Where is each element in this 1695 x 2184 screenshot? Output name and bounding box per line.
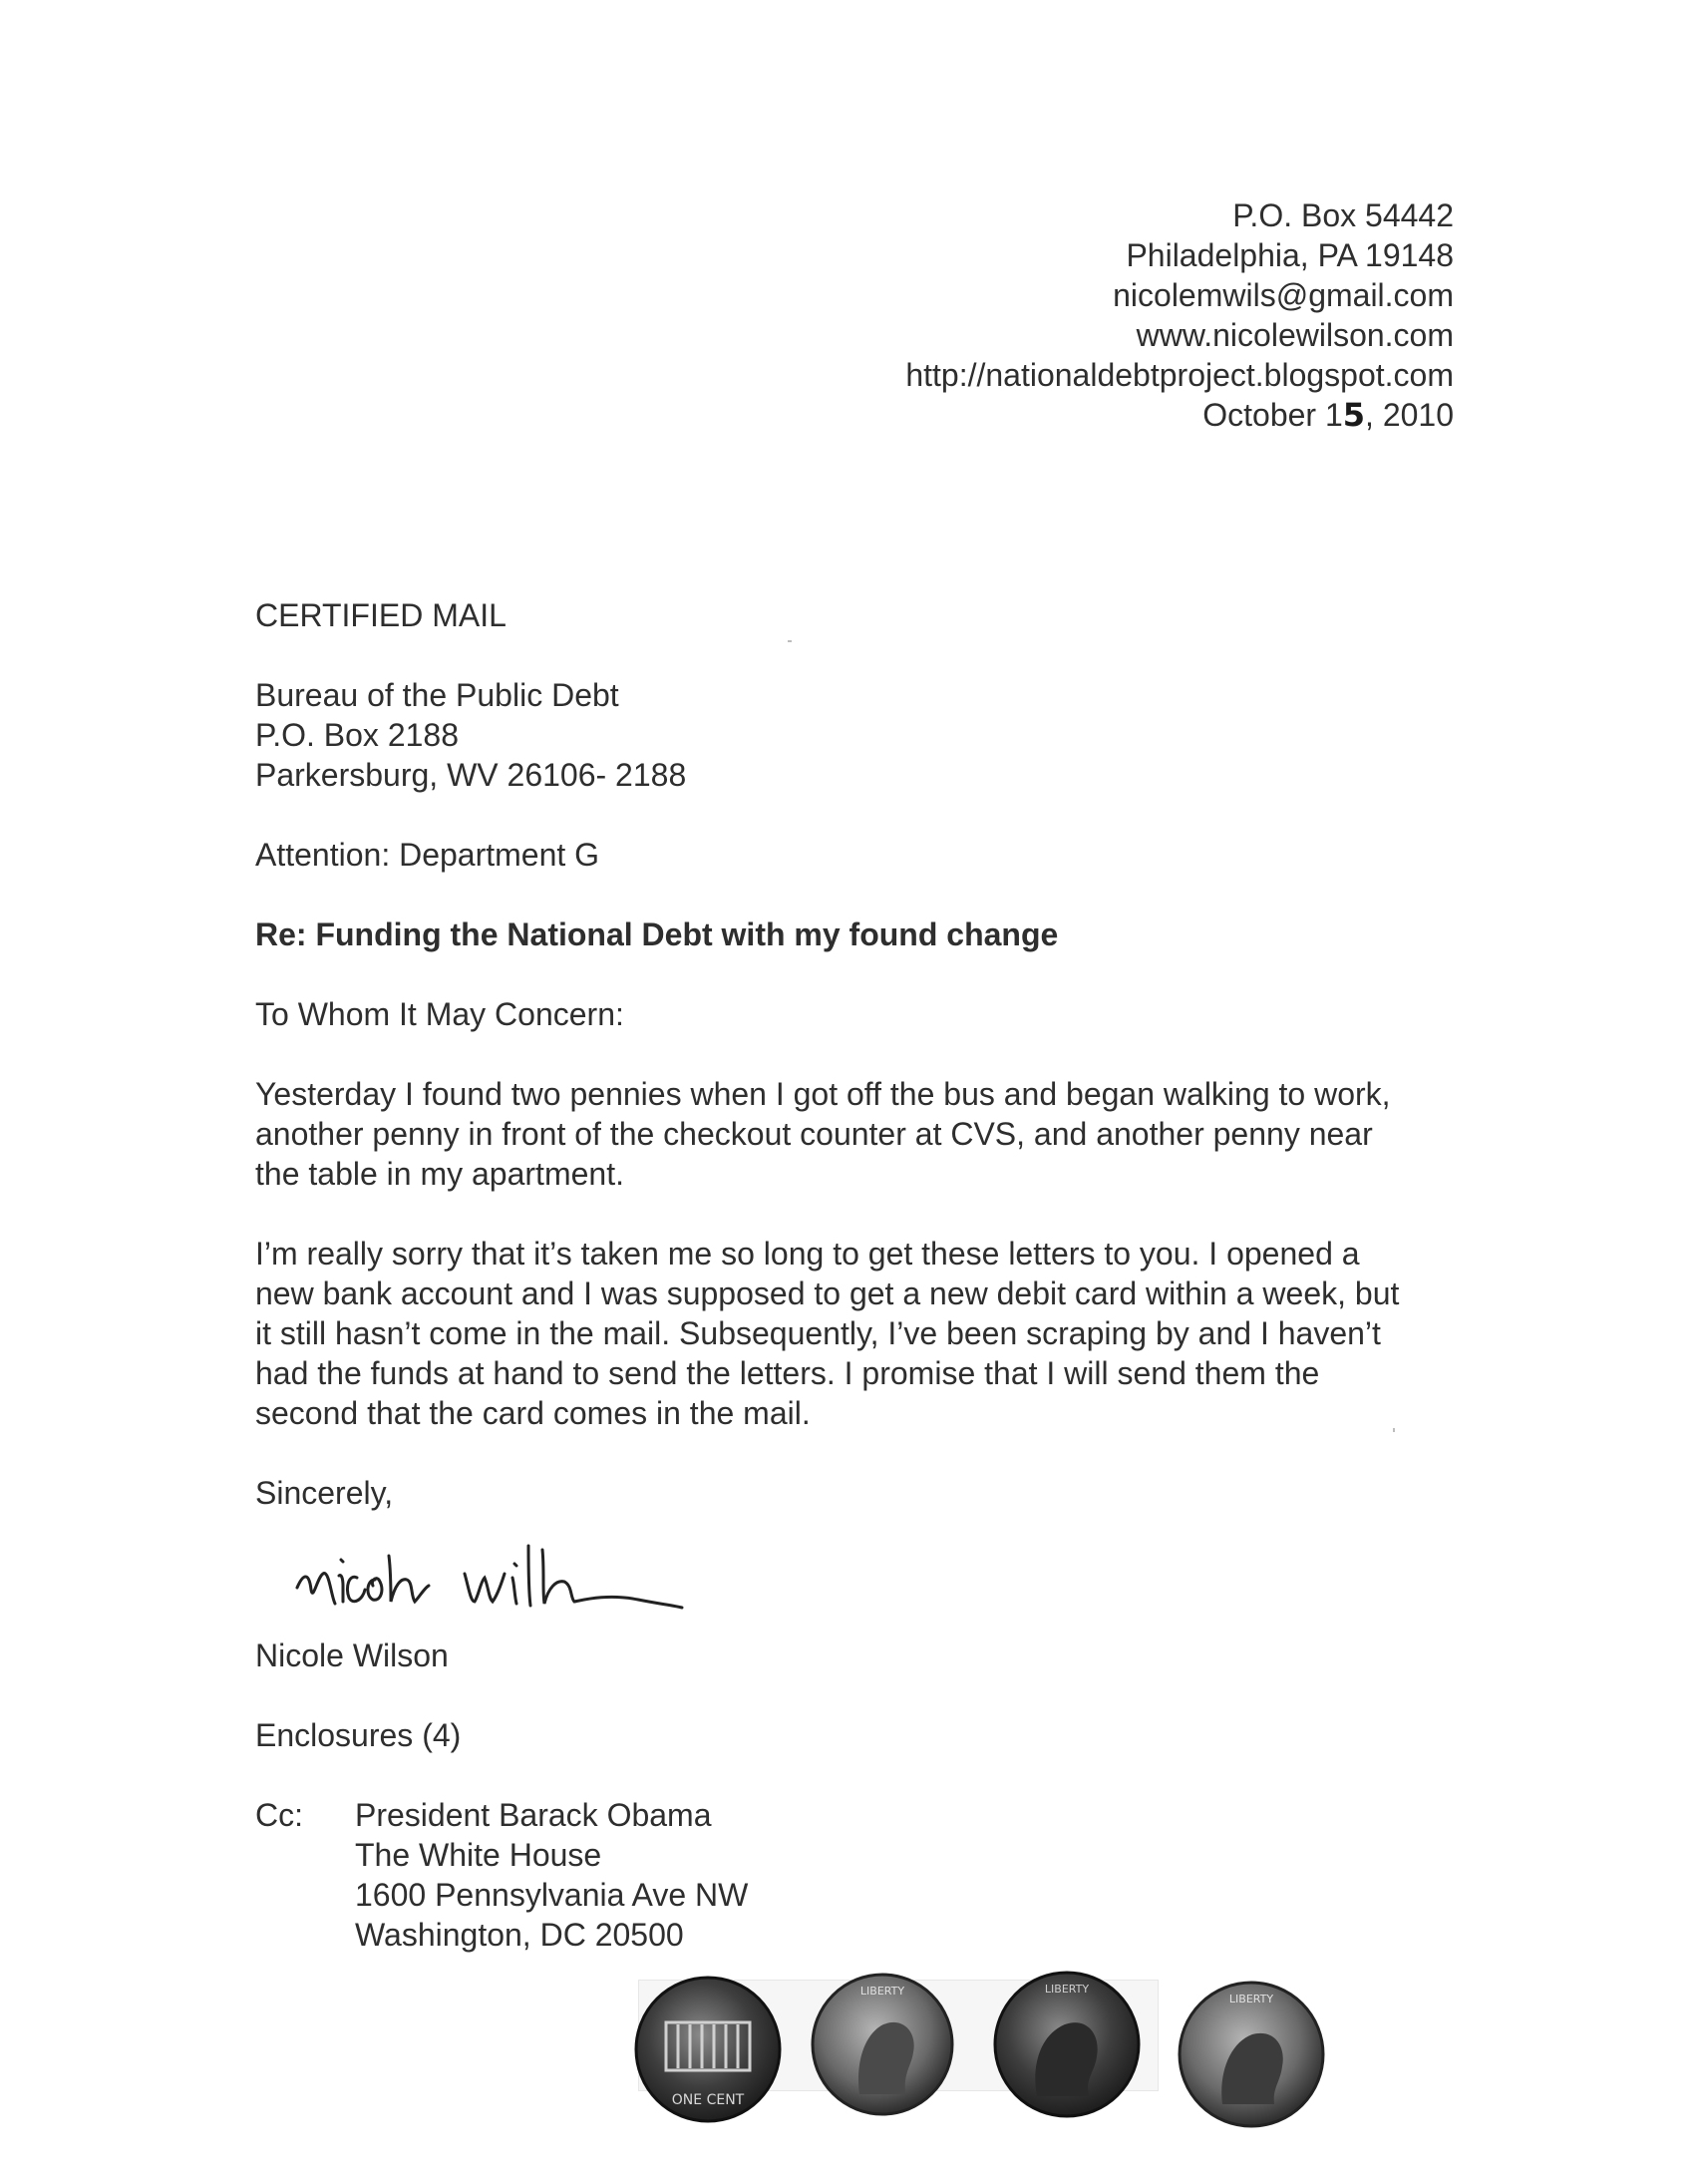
sender-email: nicolemwils@gmail.com (1113, 277, 1454, 313)
body-paragraph-2 (255, 1234, 1452, 1433)
coin-label: LIBERTY (1228, 1993, 1274, 2005)
cc-label: Cc: (255, 1797, 303, 1833)
paragraph-line: the table in my apartment. (255, 1156, 624, 1192)
sender-address-block (905, 195, 1454, 435)
scan-speck (788, 640, 792, 642)
enclosures-note: Enclosures (4) (255, 1717, 462, 1753)
sender-po-box: P.O. Box 54442 (1232, 197, 1454, 233)
enclosed-pennies (628, 1955, 1406, 2154)
cc-line: The White House (355, 1837, 602, 1873)
sender-blog-url: http://nationaldebtproject.blogspot.com (905, 357, 1454, 393)
date-suffix: , 2010 (1365, 397, 1454, 433)
recipient-address-block (255, 675, 1452, 795)
paragraph-line: it still hasn’t come in the mail. Subsequently, I’ve been scraping by and I haven’t (255, 1315, 1381, 1351)
subject-line: Re: Funding the National Debt with my found change (255, 916, 1059, 952)
cc-line: President Barack Obama (355, 1797, 712, 1833)
recipient-name: Bureau of the Public Debt (255, 677, 619, 713)
handwritten-signature (279, 1516, 748, 1636)
coin-label: LIBERTY (859, 1985, 905, 1998)
recipient-city-state-zip: Parkersburg, WV 26106- 2188 (255, 757, 687, 793)
recipient-po-box: P.O. Box 2188 (255, 717, 459, 753)
letter-date (905, 395, 1454, 435)
cc-line: Washington, DC 20500 (355, 1917, 684, 1953)
penny-reverse (636, 1978, 780, 2121)
sender-city-state-zip: Philadelphia, PA 19148 (1126, 237, 1454, 273)
coin-label: LIBERTY (1044, 1983, 1090, 1996)
body-paragraph-1 (255, 1074, 1452, 1194)
salutation: To Whom It May Concern: (255, 996, 624, 1032)
sender-website: www.nicolewilson.com (1136, 317, 1454, 353)
penny-obverse (1180, 1983, 1323, 2126)
cc-recipient-block (355, 1795, 748, 1955)
handwritten-date-correction: 5 (1342, 396, 1366, 434)
penny-obverse (995, 1973, 1139, 2116)
paragraph-line: another penny in front of the checkout counter at CVS, and another penny near (255, 1116, 1373, 1152)
paragraph-line: Yesterday I found two pennies when I got off the bus and began walking to work, (255, 1076, 1391, 1112)
paragraph-line: second that the card comes in the mail. (255, 1395, 811, 1431)
mail-type: CERTIFIED MAIL (255, 597, 507, 633)
paragraph-line: I’m really sorry that it’s taken me so long to get these letters to you. I opened a (255, 1236, 1360, 1272)
attention-line: Attention: Department G (255, 837, 600, 873)
penny-obverse (813, 1975, 952, 2114)
cc-line: 1600 Pennsylvania Ave NW (355, 1877, 749, 1913)
closing: Sincerely, (255, 1475, 394, 1511)
signatory-name: Nicole Wilson (255, 1638, 449, 1673)
date-prefix: October 1 (1202, 397, 1343, 433)
coin-label: ONE CENT (671, 2092, 745, 2108)
paragraph-line: had the funds at hand to send the letters. I promise that I will send them the (255, 1355, 1320, 1391)
scan-speck (1393, 1428, 1395, 1432)
paragraph-line: new bank account and I was supposed to get a new debit card within a week, but (255, 1275, 1400, 1311)
